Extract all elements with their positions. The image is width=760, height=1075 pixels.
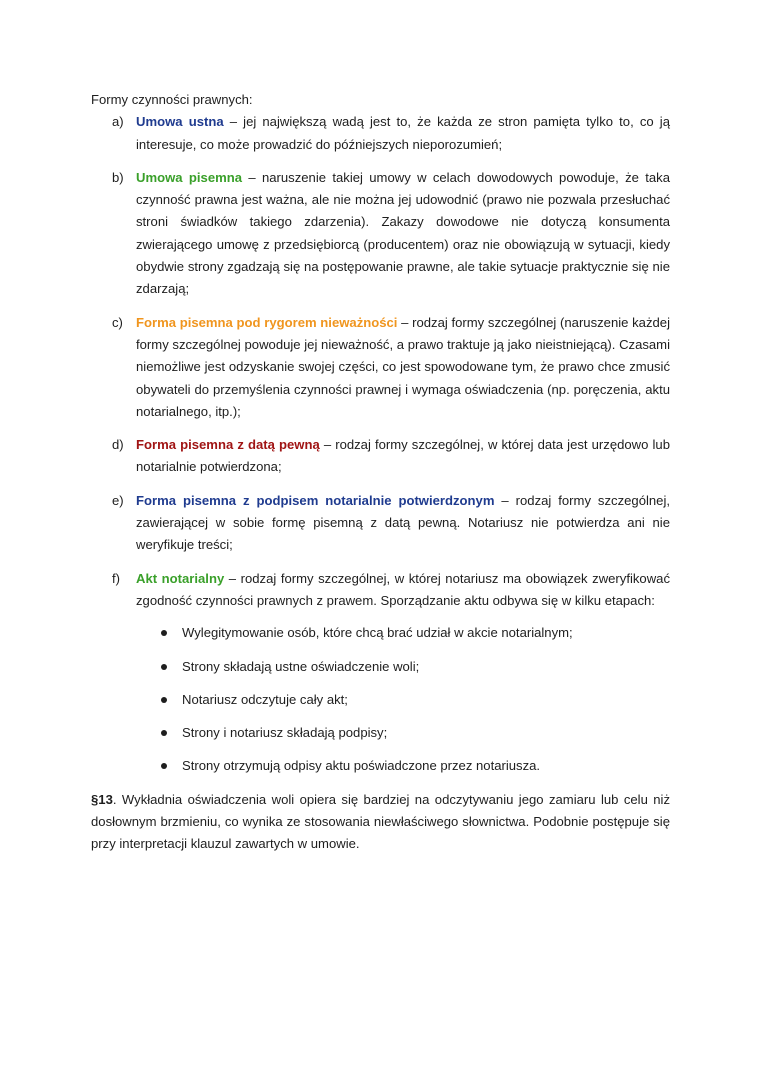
term-umowa-ustna: Umowa ustna [136, 114, 224, 130]
list-marker: b) [112, 169, 124, 185]
list-item-a [91, 111, 670, 156]
term-akt-notarialny: Akt notarialny [136, 570, 225, 586]
bullet-text: Strony i notariusz składają podpisy; [182, 725, 388, 741]
item-description: – naruszenie takiej umowy w celach dowodowych powoduje, że taka czynność prawna jest ważna, ale nie można jej udowodnić (prawo nie pozwala przesłuchać stroni świadków takiego zdarzenia). Zakazy dowodowe nie dotyczą konsumenta zwierającego umowę z przedsiębiorcą (producentem) oraz nie obowiązują w sytuacji, kiedy obydwie strony zgadzają się na postępowanie prawne, ale takie sytuacje praktycznie się nie zdarzają; [136, 169, 670, 297]
bullet-dot-icon [161, 730, 167, 736]
notarial-steps-list [136, 622, 670, 777]
bullet-item [136, 689, 670, 711]
intro-text: Formy czynności prawnych: [91, 92, 253, 107]
bullet-text: Strony składają ustne oświadczenie woli; [182, 658, 420, 674]
bullet-dot-icon [161, 763, 167, 769]
item-description: – rodzaj formy szczególnej (naruszenie każdej formy szczególnej powoduje jej nieważność, a prawo traktuje ją jako nieistniejącą). Czasami niemożliwe jest odzyskanie swojej części, co jest spowodowane tym, że prawo chce zmusić obywateli do przemyślenia czynności prawnej i wymaga oświadczenia (np. poręczenia, aktu notarialnego, itp.); [136, 314, 670, 419]
item-description: – jej największą wadą jest to, że każda ze stron pamięta tylko to, co ją interesuje, co może prowadzić do późniejszych nieporozumień; [136, 114, 670, 152]
item-description: – rodzaj formy szczególnej, w której data jest urzędowo lub notarialnie potwierdzona; [136, 437, 670, 475]
bullet-text: Notariusz odczytuje cały akt; [182, 691, 348, 707]
list-item-c [91, 312, 670, 423]
bullet-text: Wylegitymowanie osób, które chcą brać udział w akcie notarialnym; [182, 625, 573, 641]
paragraph-text: . Wykładnia oświadczenia woli opiera się bardziej na odczytywaniu jego zamiaru lub celu niż dosłownym brzmieniu, co wynika ze stosowania niewłaściwego słownictwa. Podobnie postępuje się przy interpretacji klauzul zawartych w umowie. [91, 791, 670, 852]
document-content [91, 89, 670, 856]
term-forma-pisemna-z-podpisem: Forma pisemna z podpisem notarialnie potwierdzonym [136, 492, 495, 508]
bullet-dot-icon [161, 630, 167, 636]
bullet-item [136, 722, 670, 744]
item-description: – rodzaj formy szczególnej, w której notariusz ma obowiązek zweryfikować zgodność czynności prawnych z prawem. Sporządzanie aktu odbywa się w kilku etapach: [136, 570, 670, 608]
list-marker: e) [112, 492, 124, 508]
forms-list [91, 111, 670, 777]
term-forma-pisemna-z-data-pewna: Forma pisemna z datą pewną [136, 437, 320, 453]
list-marker: a) [112, 114, 124, 130]
list-item-e [91, 490, 670, 557]
bullet-item [136, 622, 670, 644]
term-umowa-pisemna: Umowa pisemna [136, 169, 243, 185]
section-label: §13 [91, 791, 113, 807]
list-marker: c) [112, 314, 123, 330]
bullet-dot-icon [161, 664, 167, 670]
bullet-dot-icon [161, 697, 167, 703]
list-marker: f) [112, 570, 120, 586]
section-13-paragraph [91, 789, 670, 856]
item-description: – rodzaj formy szczególnej, zawierającej w sobie formę pisemną z datą pewną. Notariusz nie potwierdza ani nie weryfikuje treści; [136, 492, 670, 553]
list-marker: d) [112, 437, 124, 453]
list-item-d [91, 434, 670, 479]
list-item-f [91, 568, 670, 778]
list-item-b [91, 167, 670, 301]
bullet-item [136, 656, 670, 678]
bullet-text: Strony otrzymują odpisy aktu poświadczone przez notariusza. [182, 758, 541, 774]
bullet-item [136, 755, 670, 777]
term-forma-pisemna-pod-rygorem: Forma pisemna pod rygorem nieważności [136, 314, 398, 330]
